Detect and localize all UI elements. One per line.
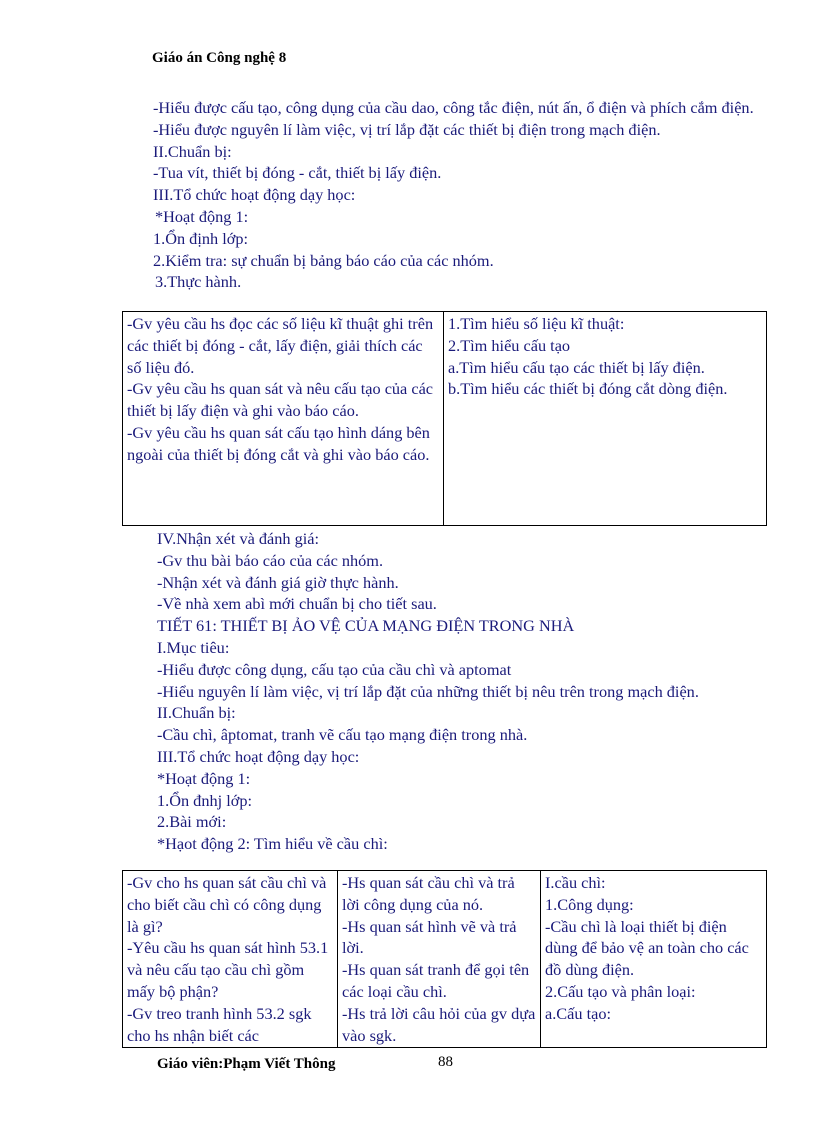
table-cell-text: -Cầu chì là loại thiết bị điện dùng để bảo vệ an toàn cho các đồ dùng điện. <box>545 916 749 980</box>
table-cell-text: 1.Tìm hiểu số liệu kĩ thuật: <box>448 314 625 333</box>
text-line: 2.Kiểm tra: sự chuẩn bị bảng báo cáo của các nhóm. <box>153 250 494 270</box>
teacher-activity-cell <box>123 312 444 526</box>
text-line: *Hoạt động 1: <box>157 768 251 788</box>
table-cell-text: -Hs trả lời câu hỏi của gv dựa vào sgk. <box>342 1003 536 1045</box>
table-cell-text: -Hs quan sát tranh để gọi tên các loại cầu chì. <box>342 960 530 1001</box>
text-line: -Tua vít, thiết bị đóng - cắt, thiết bị lấy điện. <box>153 163 442 183</box>
page-number: 88 <box>438 1054 453 1070</box>
table-cell-text: 1.Công dụng: <box>545 894 634 914</box>
table-cell-text: a.Cấu tạo: <box>545 1003 612 1023</box>
text-line: III.Tổ chức hoạt động dạy học: <box>153 185 356 205</box>
text-line: -Hiểu được cấu tạo, công dụng của cầu dao, công tắc điện, nút ấn, ổ điện và phích cắm điện. <box>153 98 754 117</box>
document-header: Giáo án Công nghệ 8 <box>152 50 287 66</box>
text-line: -Về nhà xem abì mới chuẩn bị cho tiết sau. <box>157 594 437 614</box>
text-line: 1.Ổn định lớp: <box>153 228 248 248</box>
table-cell-text: b.Tìm hiểu các thiết bị đóng cắt dòng điện. <box>448 379 728 399</box>
text-line: 3.Thực hành. <box>155 272 242 292</box>
table-cell-text: -Gv treo tranh hình 53.2 sgk cho hs nhận biết các <box>127 1003 312 1045</box>
table-cell-text: 2.Cấu tạo và phân loại: <box>545 981 696 1001</box>
text-line: -Gv thu bài báo cáo của các nhóm. <box>157 550 384 570</box>
table-cell-text: -Yêu cầu hs quan sát hình 53.1 và nêu cấu tạo cầu chì gồm mấy bộ phận? <box>127 938 329 1001</box>
text-line: -Nhận xét và đánh giá giờ thực hành. <box>157 572 399 592</box>
fuse-activity-table <box>122 870 767 1048</box>
intro-section <box>153 97 773 293</box>
text-line: -Cầu chì, âptomat, tranh vẽ cấu tạo mạng điện trong nhà. <box>157 725 528 745</box>
text-line: 1.Ổn đnhj lớp: <box>157 790 252 810</box>
content-cell <box>541 871 767 1048</box>
table-cell-text: -Hs quan sát hình vẽ và trả lời. <box>342 916 517 958</box>
text-line: III.Tổ chức hoạt động dạy học: <box>157 746 360 766</box>
text-line: I.Mục tiêu: <box>157 637 230 657</box>
table-cell-text: 2.Tìm hiểu cấu tạo <box>448 335 571 355</box>
student-activity-cell <box>338 871 541 1048</box>
table-cell-text: a.Tìm hiểu cấu tạo các thiết bị lấy điện. <box>448 357 705 377</box>
text-line: II.Chuẩn bị: <box>157 703 236 723</box>
content-cell <box>444 312 767 526</box>
practice-table <box>122 311 767 526</box>
text-line: *Hoạt động 1: <box>155 206 249 226</box>
table-cell-text: I.cầu chì: <box>545 873 606 892</box>
table-cell-text: -Gv yêu cầu hs đọc các số liệu kĩ thuật ghi trên các thiết bị đóng - cắt, lấy điện, giải thích các số liệu đó. <box>127 314 434 377</box>
table-cell-text: -Gv yêu cầu hs quan sát cấu tạo hình dáng bên ngoài của thiết bị đóng cắt và ghi vào báo cáo. <box>127 422 430 464</box>
text-line: IV.Nhận xét và đánh giá: <box>157 529 320 548</box>
lesson-61-section <box>157 528 767 855</box>
table-cell-text: -Gv cho hs quan sát cầu chì và cho biết cầu chì có công dụng là gì? <box>127 873 327 936</box>
table-cell-text: -Gv yêu cầu hs quan sát và nêu cấu tạo của các thiết bị lấy điện và ghi vào báo cáo. <box>127 379 434 421</box>
text-line: -Hiểu được nguyên lí làm việc, vị trí lắp đặt các thiết bị điện trong mạch điện. <box>153 119 661 139</box>
text-line: -Hiểu được công dụng, cấu tạo của cầu chì và aptomat <box>157 659 512 679</box>
footer-teacher: Giáo viên:Phạm Viết Thông <box>157 1056 336 1072</box>
lesson-title: TIẾT 61: THIẾT BỊ ẢO VỆ CỦA MẠNG ĐIỆN TRONG NHÀ <box>157 616 575 636</box>
text-line: 2.Bài mới: <box>157 812 227 832</box>
text-line: *Hạot động 2: Tìm hiểu về cầu chì: <box>157 834 388 854</box>
table-cell-text: -Hs quan sát cầu chì và trả lời công dụng của nó. <box>342 873 515 914</box>
text-line: II.Chuẩn bị: <box>153 141 232 161</box>
teacher-activity-cell <box>123 871 338 1048</box>
text-line: -Hiểu nguyên lí làm việc, vị trí lắp đặt của những thiết bị nêu trên trong mạch điện. <box>157 681 699 701</box>
